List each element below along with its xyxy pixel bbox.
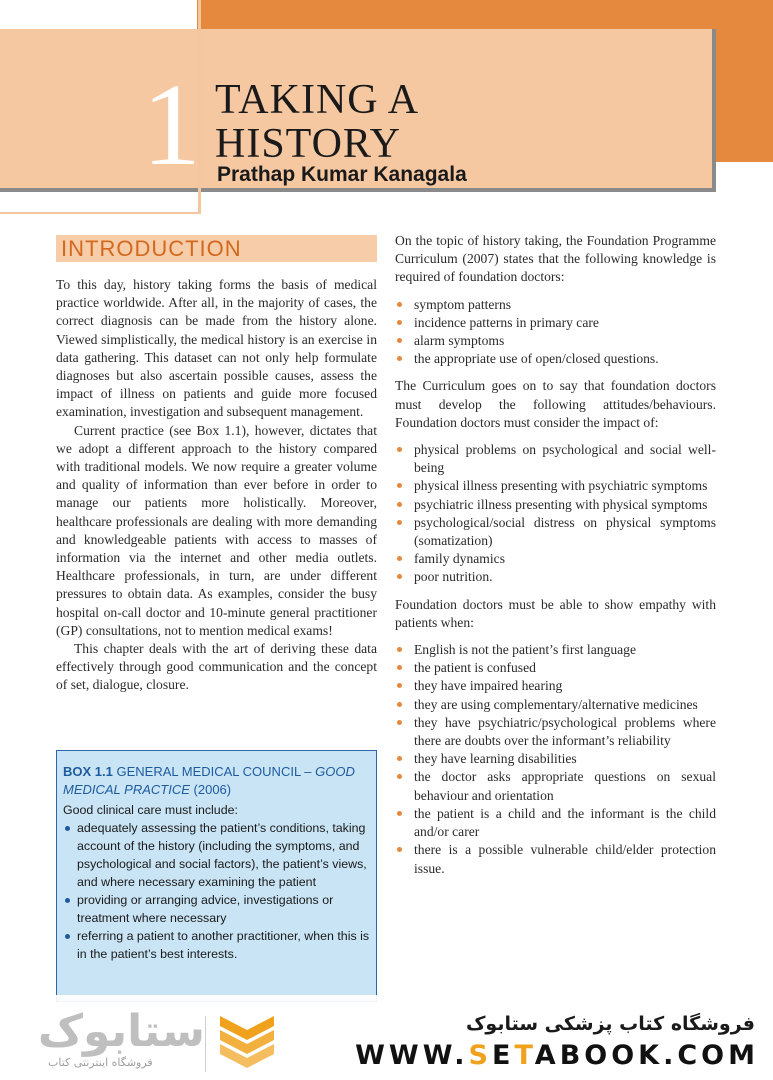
right-paragraph-2: The Curriculum goes on to say that foundation doctors must develop the following attitudes/behaviours. Foundation doctors must consider the impact of: [395,378,716,430]
list-item: English is not the patient’s first language [395,641,716,659]
box-list-item: adequately assessing the patient’s conditions, taking account of the history (including the symptoms, and psychological and social factors), the patient’s views, and where necessary examining the patient [63,819,370,891]
intro-paragraph-3: This chapter deals with the art of deriving these data effectively through good communication and the concept of set, dialogue, closure. [56,641,377,693]
right-paragraph-3: Foundation doctors must be able to show empathy with patients when: [395,596,716,630]
list-item: they are using complementary/alternative medicines [395,696,716,714]
right-paragraph-1: On the topic of history taking, the Foundation Programme Curriculum (2007) states that the following knowledge is required of foundation doctors: [395,233,716,285]
intro-paragraph-2: Current practice (see Box 1.1), however, dictates that we adopt a different approach to the history compared with traditional models. We now require a greater volume and quality of information than ever before in order to manage our patients more holistically. Moreover, healthcare professionals are dealing with more demanding and knowledgeable patients with access to masses of information via the internet and other media outlets. Healthcare professionals, in turn, are under different pressures to obtain data. As examples, consider the busy hospital on-call doctor and 10-minute general practitioner (GP) consultations, not to mention medical exams! [56,422,377,638]
list-item: they have learning disabilities [395,750,716,768]
box-title-italic: GOOD MEDICAL PRACTICE [63,764,355,797]
list-item: the appropriate use of open/closed questions. [395,350,716,368]
right-column [395,232,716,887]
shop-url[interactable] [355,1040,759,1071]
url-letter-e: E [492,1040,515,1071]
introduction-heading-text: INTRODUCTION [61,236,242,261]
setabook-logo-text: ستابوک [38,1006,205,1057]
box-list-item: providing or arranging advice, investigations or treatment where necessary [63,891,370,927]
list-item: poor nutrition. [395,568,716,586]
url-prefix: WWW. [355,1040,469,1071]
knowledge-list [395,296,716,369]
list-item: the patient is confused [395,659,716,677]
chapter-author: Prathap Kumar Kanagala [217,163,467,186]
chapter-title [215,78,419,166]
list-item: there is a possible vulnerable child/elder protection issue. [395,841,716,877]
box-label: BOX 1.1 [63,764,113,779]
setabook-logo-subtitle: فروشگاه اینترنتی کتاب [48,1056,153,1069]
chevron-stack-icon [216,1012,278,1068]
list-item: incidence patterns in primary care [395,314,716,332]
chapter-title-line2: HISTORY [215,121,401,167]
header-divider-horizontal [0,212,201,214]
url-rest: BOOK.COM [559,1040,759,1071]
list-item: alarm symptoms [395,332,716,350]
intro-paragraph-1: To this day, history taking forms the basis of medical practice worldwide. After all, in the majority of cases, the correct diagnosis can be made from the history alone. Viewed simplistically, the medical history is an exercise in data gathering. This dataset can not only help formulate diagnoses but also ascertain possible causes, assess the impact of illness on patients and guide more focused examination, investigation and subsequent management. [56,277,377,420]
box-list [57,819,376,963]
list-item: physical illness presenting with psychiatric symptoms [395,477,716,495]
box-intro: Good clinical care must include: [63,803,238,817]
list-item: physical problems on psychological and social well-being [395,441,716,477]
list-item: they have psychiatric/psychological problems where there are doubts over the informant’s reliability [395,714,716,750]
shop-name: فروشگاه کتاب پزشکی ستابوک [465,1013,755,1035]
url-letter-s: S [468,1040,492,1071]
box-1-1 [56,750,377,1002]
url-letter-a: A [534,1040,560,1071]
box-title-plain: GENERAL MEDICAL COUNCIL – [116,764,312,779]
box-list-item: referring a patient to another practitioner, when this is in the patient’s best interests. [63,927,370,963]
list-item: the patient is a child and the informant is the child and/or carer [395,805,716,841]
box-title [63,763,370,799]
left-column [56,276,377,695]
introduction-heading [56,235,377,262]
list-item: family dynamics [395,550,716,568]
list-item: psychiatric illness presenting with physical symptoms [395,496,716,514]
list-item: psychological/social distress on physical symptoms (somatization) [395,514,716,550]
logo-separator [205,1016,206,1072]
box-title-year: (2006) [193,782,232,797]
chapter-number: 1 [142,59,201,190]
chapter-title-line1: TAKING A [215,77,420,123]
url-letter-t: T [514,1040,535,1071]
list-item: the doctor asks appropriate questions on sexual behaviour and orientation [395,768,716,804]
list-item: symptom patterns [395,296,716,314]
list-item: they have impaired hearing [395,677,716,695]
impact-list [395,441,716,587]
empathy-list [395,641,716,878]
